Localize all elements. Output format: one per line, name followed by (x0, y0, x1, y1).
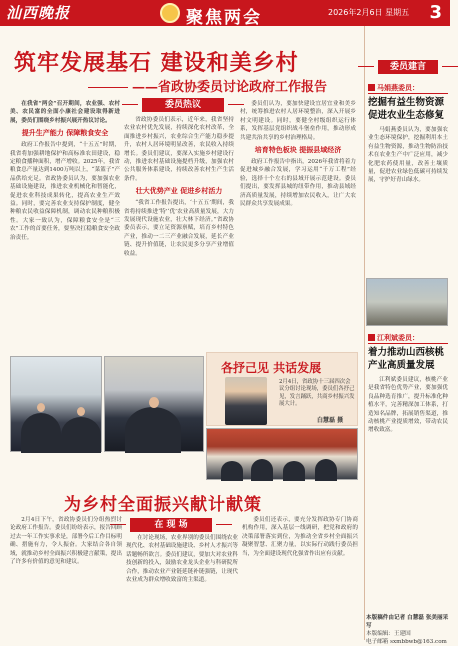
sidebar-item1-label: 马娟燕委员： (368, 82, 448, 94)
meeting-photo-1 (10, 356, 102, 452)
sidebar-item1-body: 马娟燕委员认为，要加强农业生态环境保护，挖掘利用本土有益生物资源，推动生物防治技术在农业生产中广泛应用，减少化肥农药使用量，改善土壤质量，促进农业绿色低碳可持续发展，守护好青山绿水。 (368, 127, 448, 184)
article1-column-2 (124, 116, 234, 350)
sidebar-item2-body: 江利斌委员建议，核桃产业是我省特色优势产业，要加强优良品种选育推广，提升标准化种植水平，完善精深加工体系，打造知名品牌，拓展销售渠道，推动核桃产业提质增效，带动农民增收致富。 (368, 377, 448, 434)
body-paragraph: 委员们认为，要加快建设宜居宜业和美乡村，统筹推进农村人居环境整治，深入开展乡村文明建设。同时，要健全村级组织运行体系，发挥基层党组织战斗堡垒作用，推动形成共建共治共享的乡村治理格局。 (240, 101, 356, 141)
square-bullet-icon (368, 84, 375, 91)
body-paragraph: “我省工作报告提出，‘十五五’期间，我省将持续推进‘特’‘优’农业高质量发展，大力发展现代设施农业，壮大林下经济。”省政协委员表示，要立足资源禀赋，培育乡村特色产业，推动一二三产业融合发展，延长产业链、提升价值链，让农民更多分享产业增值收益。 (124, 200, 234, 257)
photo-credit: 白慧磊 摄 (317, 417, 344, 424)
page-footer (366, 614, 450, 646)
footer-editor: 本版编辑：王建国 (366, 631, 411, 637)
speaker-portrait (225, 377, 267, 425)
body-paragraph: 委员们还表示，要充分发挥政协专门协商机构作用，深入基层一线调研，把党和政府的决策部署落实到位，为推动全省乡村全面振兴凝聚智慧、汇聚力量，以实际行动践行委员担当，为全面建设现代化强省作出应有贡献。 (242, 517, 358, 557)
sidebar-photo (366, 278, 448, 326)
second-headline: 为乡村全面振兴献计献策 (64, 495, 262, 515)
lead-paragraph: 在我省“两会”召开期间，农业强、农村美、农民富的全面小康社会建设取得新进展，委员们围绕乡村振兴展开热议讨论。 (10, 101, 120, 124)
sidebar-item2-label: 江利斌委员： (368, 332, 448, 344)
article1-column-1 (10, 100, 120, 350)
body-paragraph: 政府工作报告中指出，2026年我省将着力促进城乡融合发展，学习运用“千万工程”经验，选择十个左右的县域开展示范建设。委员们提出，要发挥县城的纽带作用，推动县域经济高质量发展，持续增加农民收入，让广大农民群众共享发展成果。 (240, 159, 356, 208)
sidebar-item1-headline: 挖掘有益生物资源促进农业生态修复 (368, 97, 445, 121)
tag-on-site: 在 现 场 (130, 518, 212, 532)
meeting-photo-3 (206, 428, 358, 480)
main-headline: 筑牢发展基石 建设和美乡村 (14, 50, 299, 76)
article2-column-3 (242, 516, 358, 636)
subhead-county-economy: 培育特色板块 提振县域经济 (254, 145, 342, 155)
footer-email: 电子邮箱 sxmbbwb@163.com (366, 639, 447, 645)
page-number: 3 (429, 2, 442, 23)
quote-box-body: 2月4日，省政协十三届四次会议分组讨论现场，委员们各抒己见，发言踊跃，共商乡村振兴发展大计。 (279, 379, 355, 408)
body-paragraph: 2月4日下午，省政协委员们分组热烈讨论政府工作报告。委员们纷纷表示，报告回顾过去一年工作实事求是，部署今后工作目标明确、措施有力，令人振奋。大家结合各自领域，就推动乡村全面振兴积极建言献策，提出了许多有价值的意见和建议。 (10, 517, 122, 566)
footer-editor-credit: 本版稿件由记者 白慧磊 张美丽采写 (366, 615, 449, 629)
main-subheadline: ——省政协委员讨论政府工作报告 (88, 76, 327, 95)
subhead-food-security: 提升生产能力 保障粮食安全 (21, 128, 109, 138)
issue-date: 2026年2月6日 星期五 (328, 8, 410, 17)
article2-column-2 (126, 534, 238, 636)
body-paragraph: 政府工作报告中提到，“十五五”时期，我省将加强耕地保护和高标准农田建设，稳定粮食播种面积，增产增收。2025年，我省粮食总产量达到1400万吨以上，“菜篮子”产品供给充足。省政协委员认为，要加强农业基础设施建设，推进农业机械化和智能化，促进农业科技成果转化，提高农业生产效益。同时，要完善农业支持保护制度，健全种粮农民收益保障机制，调动农民种粮积极性。大家一致认为，保障粮食安全是“三农”工作的首要任务，要坚决扛稳粮食安全政治责任。 (10, 142, 120, 241)
quote-box-title: 各抒己见 共话发展 (221, 361, 322, 375)
cppcc-emblem-icon (160, 3, 180, 23)
body-paragraph: 省政协委员们表示，近年来，我省坚持农业农村优先发展，持续深化农村改革，全面推进乡村振兴，农业综合生产能力稳步提升，农村人居环境明显改善，农民收入持续增长。委员们建议，要深入实施乡村建设行动，推进农村基础设施提档升级，加强农村公共服务体系建设，持续改善农村生产生活条件。 (124, 117, 234, 182)
newspaper-logo: 汕西晚报 (6, 4, 71, 22)
subhead-industry: 壮大优势产业 促进乡村活力 (135, 186, 223, 196)
square-bullet-icon (368, 334, 375, 341)
sidebar-item2-headline: 着力推动山西核桃产业高质量发展 (368, 347, 445, 371)
section-title: 聚焦两会 (186, 8, 262, 28)
quote-box (206, 352, 358, 426)
masthead (0, 0, 450, 26)
article2-column-1 (10, 516, 122, 636)
tag-committee-discussion: 委员热议 (142, 98, 224, 112)
body-paragraph: 在讨论现场，农业界别的委员们围绕农业现代化、农村基础设施建设、乡村人才振兴等话题畅所欲言。委员们建议，要加大对农业科技创新的投入，鼓励农业龙头企业与科研院所合作，推动农业产业链延链补链强链，让现代农业成为群众增收致富的主渠道。 (126, 535, 238, 584)
sidebar-banner: 委员建言 (378, 60, 438, 74)
meeting-photo-2 (104, 356, 204, 452)
article1-column-3 (240, 100, 356, 350)
